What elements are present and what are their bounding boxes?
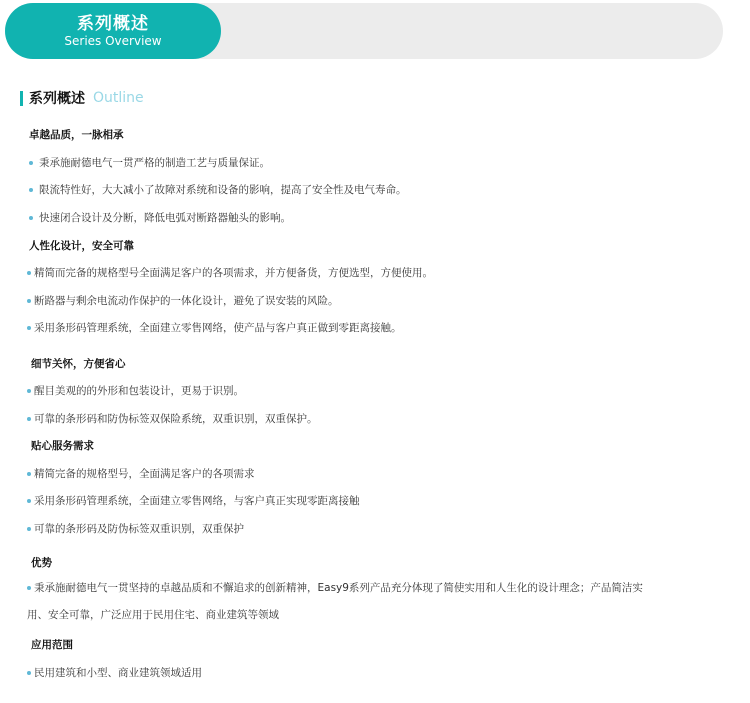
bullet-icon [27, 671, 31, 675]
bullet-icon [27, 417, 31, 421]
list-item-text: 可靠的条形码及防伪标签双重识别，双重保护 [34, 523, 244, 535]
list-item [27, 293, 339, 308]
list-item-text: 精简完备的规格型号，全面满足客户的各项需求 [34, 468, 255, 480]
list-item [27, 320, 402, 335]
advantage-line-1: 秉承施耐德电气一贯坚持的卓越品质和不懈追求的创新精神，Easy9系列产品充分体现了简使实用和人生化的设计理念；产品简洁实 [34, 582, 643, 594]
list-item-text: 秉承施耐德电气一贯严格的制造工艺与质量保证。 [39, 157, 270, 169]
list-item-text: 民用建筑和小型、商业建筑领域适用 [34, 667, 202, 679]
bullet-icon [29, 188, 33, 192]
bullet-icon [27, 326, 31, 330]
header-title-en: Series Overview [64, 33, 162, 48]
list-item [27, 665, 202, 680]
bullet-icon [27, 389, 31, 393]
bullet-icon [27, 586, 31, 590]
bullet-icon [29, 161, 33, 165]
list-item-text: 限流特性好，大大减小了故障对系统和设备的影响，提高了安全性及电气寿命。 [39, 184, 407, 196]
bullet-icon [29, 216, 33, 220]
advantage-line-2: 用、安全可靠，广泛应用于民用住宅、商业建筑等领域 [27, 609, 279, 621]
list-item-text: 采用条形码管理系统，全面建立零售网络，与客户真正实现零距离接触 [34, 495, 360, 507]
bullet-icon [27, 527, 31, 531]
section-heading [20, 89, 144, 107]
bullet-icon [27, 299, 31, 303]
bullet-icon [27, 499, 31, 503]
section-marker [20, 91, 23, 106]
header-tab[interactable] [5, 3, 221, 59]
list-item [29, 182, 407, 197]
list-item [29, 210, 291, 225]
header-title-cn: 系列概述 [77, 13, 149, 34]
group-heading-care: 细节关怀，方便省心 [31, 358, 126, 370]
list-item [27, 411, 318, 426]
bullet-icon [27, 271, 31, 275]
list-item [27, 383, 244, 398]
group-heading-design: 人性化设计，安全可靠 [29, 240, 134, 252]
list-item [29, 155, 270, 170]
list-item-text: 精简而完备的规格型号全面满足客户的各项需求，并方便备货，方便选型，方便使用。 [34, 267, 433, 279]
list-item [27, 466, 255, 481]
list-item-text: 可靠的条形码和防伪标签双保险系统，双重识别，双重保护。 [34, 413, 318, 425]
section-title-en: Outline [93, 90, 144, 106]
group-heading-application: 应用范围 [31, 639, 73, 651]
list-item [27, 265, 433, 280]
list-item [27, 493, 360, 508]
list-item-text: 快速闭合设计及分断，降低电弧对断路器触头的影响。 [39, 212, 291, 224]
list-item-text: 断路器与剩余电流动作保护的一体化设计，避免了误安装的风险。 [34, 295, 339, 307]
list-item-text: 醒目美观的的外形和包装设计，更易于识别。 [34, 385, 244, 397]
list-item [27, 521, 244, 536]
group-heading-advantage: 优势 [31, 557, 52, 569]
section-title-cn: 系列概述 [29, 91, 85, 107]
group-heading-service: 贴心服务需求 [31, 440, 94, 452]
list-item-text: 采用条形码管理系统，全面建立零售网络，使产品与客户真正做到零距离接触。 [34, 322, 402, 334]
bullet-icon [27, 472, 31, 476]
advantage-paragraph [27, 575, 667, 629]
group-heading-quality: 卓越品质，一脉相承 [29, 129, 124, 141]
